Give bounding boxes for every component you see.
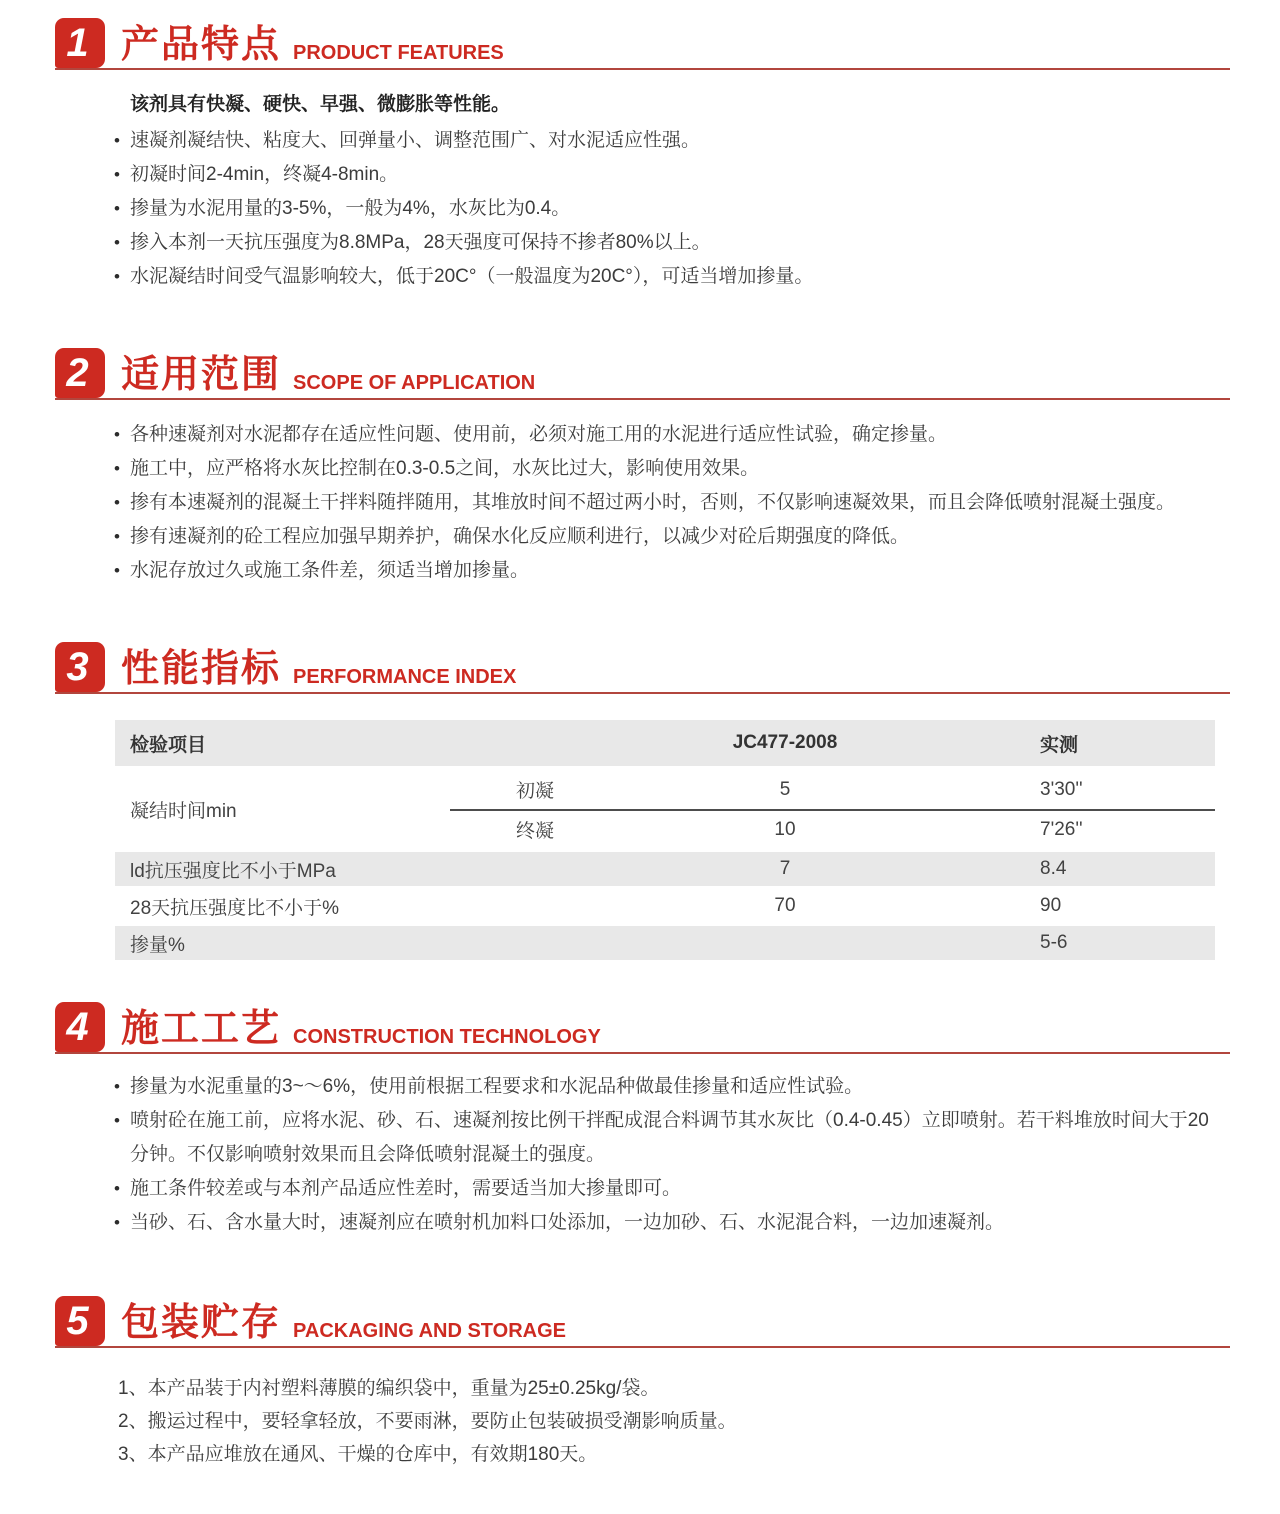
table-row-1d-strength: [115, 852, 1215, 886]
section-5-numbered-list: [112, 1372, 1220, 1471]
section-5-title-en: PACKAGING AND STORAGE: [293, 1320, 566, 1342]
section-1-title-en: PRODUCT FEATURES: [293, 42, 504, 64]
setting-time-subrows: [450, 770, 1215, 848]
section-3-title-zh: 性能指标: [121, 648, 282, 690]
section-1-number-badge: [55, 18, 105, 68]
section-2-number-badge: [55, 348, 105, 398]
subrow-measured: 3'30'': [1040, 778, 1083, 800]
section-number: 1: [66, 20, 89, 65]
section-3-number-badge: [55, 642, 105, 692]
table-row-initial-set: [450, 770, 1215, 809]
bullet-item: • 各种速凝剂对水泥都存在适应性问题、使用前，必须对施工用的水泥进行适应性试验，确定掺量。: [130, 418, 1220, 452]
section-2-header: [55, 342, 1230, 400]
section-4-number-badge: [55, 1002, 105, 1052]
col-header-measured: 实测: [1040, 734, 1079, 756]
section-4-title-zh: 施工工艺: [121, 1008, 282, 1050]
col-header-standard: JC477-2008: [732, 732, 838, 753]
row-standard: 70: [774, 895, 796, 916]
bullet-item: • 喷射砼在施工前，应将水泥、砂、石、速凝剂按比例干拌配成混合料调节其水灰比（0.4-0.45）立即喷射。若干料堆放时间大于20分钟。不仅影响喷射效果而且会降低喷射混凝土的强度。: [130, 1104, 1220, 1172]
setting-time-row-group: [115, 770, 1215, 848]
bullet-item: • 施工中，应严格将水灰比控制在0.3-0.5之间，水灰比过大，影响使用效果。: [130, 452, 1220, 486]
bullet-item: • 掺量为水泥重量的3~～6%，使用前根据工程要求和水泥品种做最佳掺量和适应性试验。: [130, 1070, 1220, 1104]
bullet-item: • 水泥存放过久或施工条件差，须适当增加掺量。: [130, 554, 1220, 588]
section-product-features: [0, 12, 1280, 294]
subrow-label: 初凝: [515, 781, 554, 802]
bullet-item: • 掺量为水泥用量的3-5%，一般为4%，水灰比为0.4。: [130, 192, 1220, 226]
bullet-item: • 掺有速凝剂的砼工程应加强早期养护，确保水化反应顺利进行，以减少对砼后期强度的降低。: [130, 520, 1220, 554]
table-row-final-set: [450, 809, 1215, 848]
col-header-item: 检验项目: [130, 734, 207, 756]
bullet-item: • 施工条件较差或与本剂产品适应性差时，需要适当加大掺量即可。: [130, 1172, 1220, 1206]
section-number: 2: [66, 350, 89, 395]
subrow-measured: 7'26'': [1040, 818, 1083, 840]
section-number: 4: [66, 1004, 89, 1049]
section-1-title-zh: 产品特点: [121, 24, 282, 66]
subrow-label: 终凝: [515, 821, 554, 842]
bullet-item: • 掺有本速凝剂的混凝土干拌料随拌随用，其堆放时间不超过两小时，否则，不仅影响速凝效果，而且会降低喷射混凝土强度。: [130, 486, 1220, 520]
section-1-header: [55, 12, 1230, 70]
row-item: 掺量%: [130, 934, 185, 956]
section-5-header: [55, 1290, 1230, 1348]
section-scope-of-application: [0, 342, 1280, 588]
section-5-body: [112, 1372, 1220, 1487]
section-3-title-en: PERFORMANCE INDEX: [293, 666, 517, 688]
subrow-standard: 5: [779, 778, 791, 800]
section-3-header: [55, 636, 1230, 694]
setting-time-label: 凝结时间min: [130, 800, 237, 822]
section-2-bullet-list: [112, 418, 1220, 588]
section-4-bullet-list: [112, 1070, 1220, 1240]
row-standard: 7: [779, 858, 791, 879]
table-row-28d-strength: [115, 889, 1215, 923]
row-measured: 5-6: [1040, 932, 1068, 953]
numbered-item: 2、搬运过程中，要轻拿轻放，不要雨淋，要防止包装破损受潮影响质量。: [118, 1411, 737, 1432]
section-1-bullet-list: [112, 124, 1220, 294]
bullet-item: • 掺入本剂一天抗压强度为8.8MPa，28天强度可保持不掺者80%以上。: [130, 226, 1220, 260]
section-4-body: [112, 1070, 1220, 1240]
row-item: 28天抗压强度比不小于%: [130, 897, 340, 919]
numbered-item: 3、本产品应堆放在通风、干燥的仓库中，有效期180天。: [118, 1444, 598, 1465]
bullet-item: • 水泥凝结时间受气温影响较大，低于20C°（一般温度为20C°），可适当增加掺量。: [130, 260, 1220, 294]
section-1-body: [112, 88, 1220, 294]
performance-table: [115, 720, 1215, 960]
section-2-title-en: SCOPE OF APPLICATION: [293, 372, 536, 394]
bullet-item: • 速凝剂凝结快、粘度大、回弹量小、调整范围广、对水泥适应性强。: [130, 124, 1220, 158]
section-4-title-en: CONSTRUCTION TECHNOLOGY: [293, 1026, 601, 1048]
row-measured: 90: [1040, 895, 1062, 916]
section-5-title-zh: 包装贮存: [121, 1302, 282, 1344]
subrow-standard: 10: [774, 818, 796, 840]
bullet-item: • 初凝时间2-4min，终凝4-8min。: [130, 158, 1220, 192]
bullet-item: • 当砂、石、含水量大时，速凝剂应在喷射机加料口处添加，一边加砂、石、水泥混合料，一边加速凝剂。: [130, 1206, 1220, 1240]
section-performance-index: [0, 636, 1280, 960]
section-2-body: [112, 418, 1220, 588]
row-measured: 8.4: [1040, 858, 1067, 879]
section-5-number-badge: [55, 1296, 105, 1346]
numbered-item: 1、本产品装于内衬塑料薄膜的编织袋中，重量为25±0.25kg/袋。: [118, 1378, 660, 1399]
table-header-row: [115, 720, 1215, 766]
section-1-intro: 该剂具有快凝、硬快、早强、微膨胀等性能。: [130, 94, 511, 115]
section-number: 3: [66, 644, 89, 689]
section-4-header: [55, 996, 1230, 1054]
section-packaging-storage: [0, 1290, 1280, 1487]
row-item: ld抗压强度比不小于MPa: [130, 860, 336, 882]
section-2-title-zh: 适用范围: [121, 354, 282, 396]
section-construction-technology: [0, 996, 1280, 1240]
section-number: 5: [66, 1298, 89, 1343]
table-row-dosage: [115, 926, 1215, 960]
